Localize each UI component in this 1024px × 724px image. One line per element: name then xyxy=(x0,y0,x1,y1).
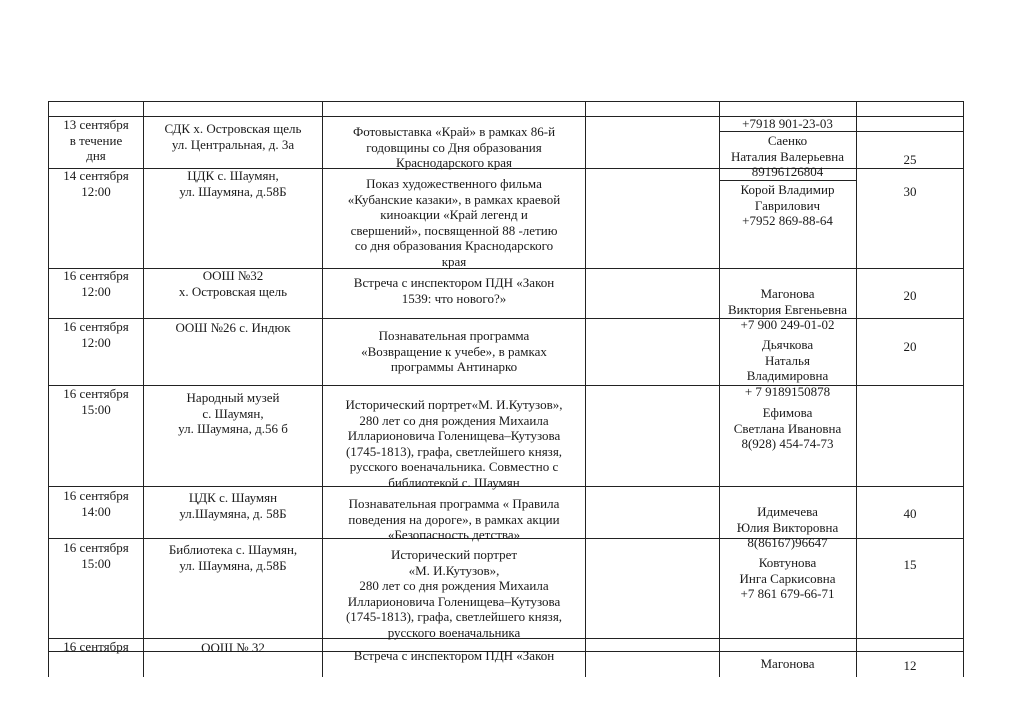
row-4-organizer: Дьячкова Наталья Владимировна + 7 9189150878 xyxy=(744,337,831,399)
row-4-place: ООШ №26 с. Индюк xyxy=(175,320,291,335)
row-2-organizer: Корой Владимир Гаврилович +7952 869-88-64 xyxy=(740,182,835,228)
row-4-count: 20 xyxy=(903,339,917,354)
row-7-count: 15 xyxy=(903,557,917,572)
table-border-top xyxy=(48,101,964,102)
row-6-count: 40 xyxy=(903,506,917,521)
row-1-count: 25 xyxy=(903,152,917,167)
row-4-event: Познавательная программа «Возвращение к учебе», в рамках программы Антинарко xyxy=(361,328,547,374)
row-2-event: Показ художественного фильма «Кубанские казаки», в рамках краевой киноакции «Край легенд и свершений», посвященной 88 -летию со дня образования Краснодарского края xyxy=(347,176,561,269)
row-5-event: Исторический портрет«М. И.Кутузов», 280 лет со дня рождения Михаила Илларионовича Голенищева–Кутузова (1745-1813), графа, светлейшего князя, русского военачальника. Совместно с библиотекой с. Шаумян xyxy=(345,397,563,490)
row-3-organizer: Магонова Виктория Евгеньевна +7 900 249-01-02 xyxy=(728,286,847,332)
row-1-event: Фотовыставка «Край» в рамках 86-й годовщины со Дня образования Краснодарского края xyxy=(352,124,556,170)
row-3-count: 20 xyxy=(903,288,917,303)
row-3-date: 16 сентября 12:00 xyxy=(63,268,129,299)
row-2-count: 30 xyxy=(903,184,917,199)
row-6-organizer: Идимечева Юлия Викторовна 8(86167)96647 xyxy=(736,504,839,550)
column-divider xyxy=(585,101,586,677)
row-5-date: 16 сентября 15:00 xyxy=(63,386,129,417)
row-6-date: 16 сентября 14:00 xyxy=(63,488,129,519)
row-5-place: Народный музей с. Шаумян, ул. Шаумяна, д.56 б xyxy=(178,390,288,436)
row-8-organizer: Магонова xyxy=(760,656,815,671)
row-3-event: Встреча с инспектором ПДН «Закон 1539: что нового?» xyxy=(353,275,555,306)
row-7-organizer: Ковтунова Инга Саркисовна +7 861 679-66-71 xyxy=(739,555,836,601)
row-8-event: Встреча с инспектором ПДН «Закон xyxy=(353,648,555,663)
row-1-date: 13 сентября в течение дня xyxy=(63,117,129,163)
row-8-count: 12 xyxy=(903,658,917,673)
row-1-organizer: Саенко Наталия Валерьевна 89196126804 xyxy=(730,133,845,179)
row-4-date: 16 сентября 12:00 xyxy=(63,319,129,350)
row-1-place: СДК х. Островская щель ул. Центральная, д. 3а xyxy=(164,121,302,152)
row-3-place: ООШ №32 х. Островская щель xyxy=(178,268,288,299)
cell-divider xyxy=(719,180,856,181)
row-8-date: 16 сентября xyxy=(63,639,129,654)
top-phone-number: +7918 901-23-03 xyxy=(742,116,833,131)
row-7-date: 16 сентября 15:00 xyxy=(63,540,129,571)
table-border-right xyxy=(963,101,964,677)
row-8-place: ООШ № 32 xyxy=(201,640,265,655)
row-2-date: 14 сентября 12:00 xyxy=(63,168,129,199)
row-6-place: ЦДК с. Шаумян ул.Шаумяна, д. 58Б xyxy=(179,490,287,521)
row-2-place: ЦДК с. Шаумян, ул. Шаумяна, д.58Б xyxy=(179,168,287,199)
row-5-organizer: Ефимова Светлана Ивановна 8(928) 454-74-73 xyxy=(733,405,842,451)
row-7-place: Библиотека с. Шаумян, ул. Шаумяна, д.58Б xyxy=(168,542,298,573)
row-6-event: Познавательная программа « Правила поведения на дороге», в рамках акции «Безопасность детства» xyxy=(348,496,560,542)
row-7-event: Исторический портрет «М. И.Кутузов», 280 лет со дня рождения Михаила Илларионовича Голенищева–Кутузова (1745-1813), графа, светлейшего князя, русского военачальника xyxy=(345,547,563,640)
